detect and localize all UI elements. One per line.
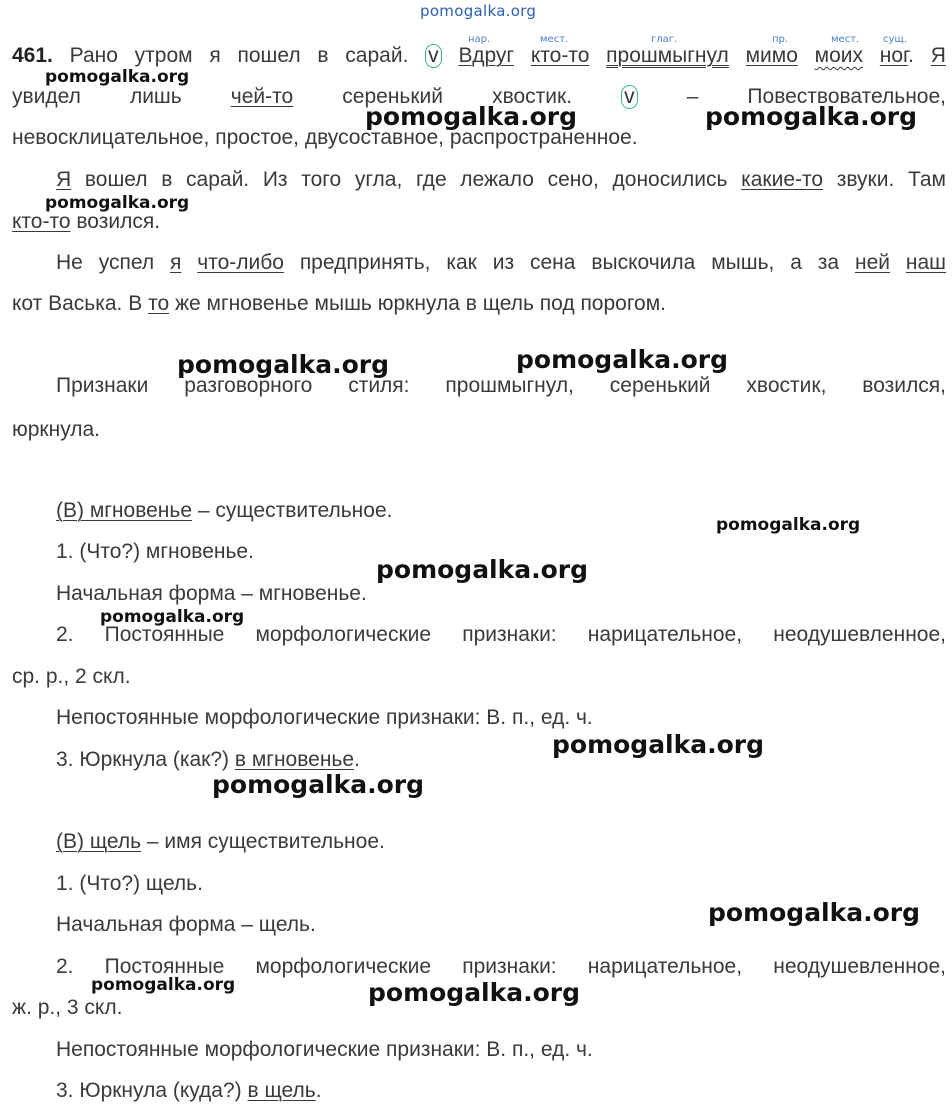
m2-point-2-cont: ж. р., 3 скл. bbox=[12, 996, 123, 1019]
word-ktoto: кто-то bbox=[530, 44, 590, 67]
word-kakieto: какие-то bbox=[741, 168, 824, 191]
word-cheito: чей-то bbox=[230, 85, 294, 108]
para2-text-3: возился. bbox=[70, 210, 161, 233]
word-serenkiy: серенький bbox=[342, 85, 443, 108]
watermark: pomogalka.org bbox=[368, 978, 581, 1007]
m2-point-3 bbox=[56, 1078, 946, 1104]
sentence-mark-2: v bbox=[621, 85, 638, 109]
word-chtolibo: что-либо bbox=[197, 251, 284, 274]
word-nog: ног bbox=[879, 44, 909, 67]
m2-heading bbox=[56, 829, 946, 855]
pos-label-noun: сущ. bbox=[883, 34, 908, 45]
m2-point-1: 1. (Что?) щель. bbox=[56, 872, 203, 895]
m1-point-3-post: . bbox=[354, 748, 360, 771]
m1-nonconstant: Непостоянные морфологические признаки: В. п., ед. ч. bbox=[56, 706, 593, 729]
watermark-top: pomogalka.org bbox=[420, 2, 537, 20]
watermark: pomogalka.org bbox=[212, 770, 425, 799]
m2-point-2: 2. Постоянные морфологические признаки: нарицательное, неодушевленное, bbox=[56, 955, 946, 978]
m1-point-3 bbox=[56, 747, 946, 773]
para3-l2-text-2: же мгновенье мышь юркнула в щель под порогом. bbox=[169, 292, 666, 315]
pos-label-preposition: пр. bbox=[772, 34, 789, 45]
word-nash: наш bbox=[905, 251, 946, 274]
m2-point-3-post: . bbox=[315, 1079, 322, 1102]
para3-text-3: предпринять, как из сена выскочила мышь, а за bbox=[283, 251, 855, 274]
m2-point-3-word: в щель bbox=[247, 1079, 316, 1102]
m1-point-3-word: в мгновенье bbox=[234, 748, 355, 771]
para2-text-1: вошел в сарай. Из того угла, где лежало сено, доносились bbox=[71, 168, 742, 191]
style-line2: юркнула. bbox=[12, 418, 101, 441]
word-to: то bbox=[148, 292, 170, 315]
para2-line1 bbox=[56, 167, 946, 193]
para3-l2-text-1: кот Васька. В bbox=[12, 292, 149, 315]
watermark: pomogalka.org bbox=[708, 898, 921, 927]
para2-text-2: звуки. Там bbox=[823, 168, 946, 191]
para3-text-4 bbox=[890, 251, 906, 274]
word-proshmygnul: прошмыгнул bbox=[606, 44, 729, 67]
word-ktoto-2: кто-то bbox=[12, 210, 71, 233]
watermark: pomogalka.org bbox=[716, 515, 861, 535]
m1-point-1: 1. (Что?) мгновенье. bbox=[56, 540, 254, 563]
para1-line1 bbox=[12, 43, 946, 69]
word-vdrug: Вдруг bbox=[458, 44, 515, 67]
m2-heading-word: (В) щель bbox=[56, 830, 142, 853]
task-number: 461. bbox=[12, 44, 53, 67]
watermark: pomogalka.org bbox=[177, 350, 390, 379]
watermark: pomogalka.org bbox=[45, 67, 190, 87]
pos-label-adverb: нар. bbox=[468, 34, 491, 45]
watermark: pomogalka.org bbox=[552, 730, 765, 759]
watermark: pomogalka.org bbox=[100, 607, 245, 627]
m1-initial-form: Начальная форма – мгновенье. bbox=[56, 582, 367, 605]
watermark: pomogalka.org bbox=[376, 555, 589, 584]
word-hvostik: хвостик. bbox=[492, 85, 573, 108]
sentence-1: Рано утром я пошел в сарай. bbox=[69, 44, 409, 67]
watermark: pomogalka.org bbox=[91, 975, 236, 995]
word-ya-3: я bbox=[169, 251, 182, 274]
watermark: pomogalka.org bbox=[365, 102, 578, 131]
dash: – bbox=[686, 85, 699, 108]
m1-point-2-cont: ср. р., 2 скл. bbox=[12, 665, 131, 688]
m2-point-3-pre: 3. Юркнула (куда?) bbox=[56, 1079, 248, 1102]
m2-heading-rest: – имя существительное. bbox=[141, 830, 385, 853]
watermark: pomogalka.org bbox=[705, 102, 918, 131]
word-ya-2: Я bbox=[56, 168, 72, 191]
word-mimo: мимо bbox=[745, 44, 798, 67]
para3-text-1: Не успел bbox=[56, 251, 170, 274]
word-povestvovatelnoe: Повествовательное, bbox=[747, 85, 946, 108]
word-moih: моих bbox=[814, 44, 864, 67]
word-ney: ней bbox=[854, 251, 890, 274]
para3-text-2 bbox=[181, 251, 197, 274]
m1-point-3-pre: 3. Юркнула (как?) bbox=[56, 748, 235, 771]
word-ya: Я bbox=[930, 44, 946, 67]
m1-heading-word: (В) мгновенье bbox=[56, 499, 193, 522]
pos-label-verb: глаг. bbox=[651, 34, 678, 45]
watermark: pomogalka.org bbox=[516, 345, 729, 374]
period: . bbox=[908, 44, 914, 67]
pos-label-pronoun-2: мест. bbox=[831, 34, 860, 45]
watermark: pomogalka.org bbox=[45, 193, 190, 213]
word-uvidel: увидел bbox=[12, 85, 81, 108]
word-nog-group bbox=[880, 44, 914, 67]
m1-heading-rest: – существительное. bbox=[192, 499, 393, 522]
para3-line2 bbox=[12, 291, 946, 317]
m1-point-2: 2. Постоянные морфологические признаки: нарицательное, неодушевленное, bbox=[56, 623, 946, 646]
sentence-mark: v bbox=[425, 44, 442, 68]
para1-line3: невосклицательное, простое, двусоставное, распространенное. bbox=[12, 126, 638, 149]
para3-line1 bbox=[56, 250, 946, 276]
style-line1: Признаки разговорного стиля: прошмыгнул, серенький хвостик, возился, bbox=[56, 374, 946, 397]
m2-nonconstant: Непостоянные морфологические признаки: В. п., ед. ч. bbox=[56, 1038, 593, 1061]
pos-label-pronoun: мест. bbox=[540, 34, 569, 45]
m2-initial-form: Начальная форма – щель. bbox=[56, 913, 316, 936]
word-lish: лишь bbox=[129, 85, 182, 108]
